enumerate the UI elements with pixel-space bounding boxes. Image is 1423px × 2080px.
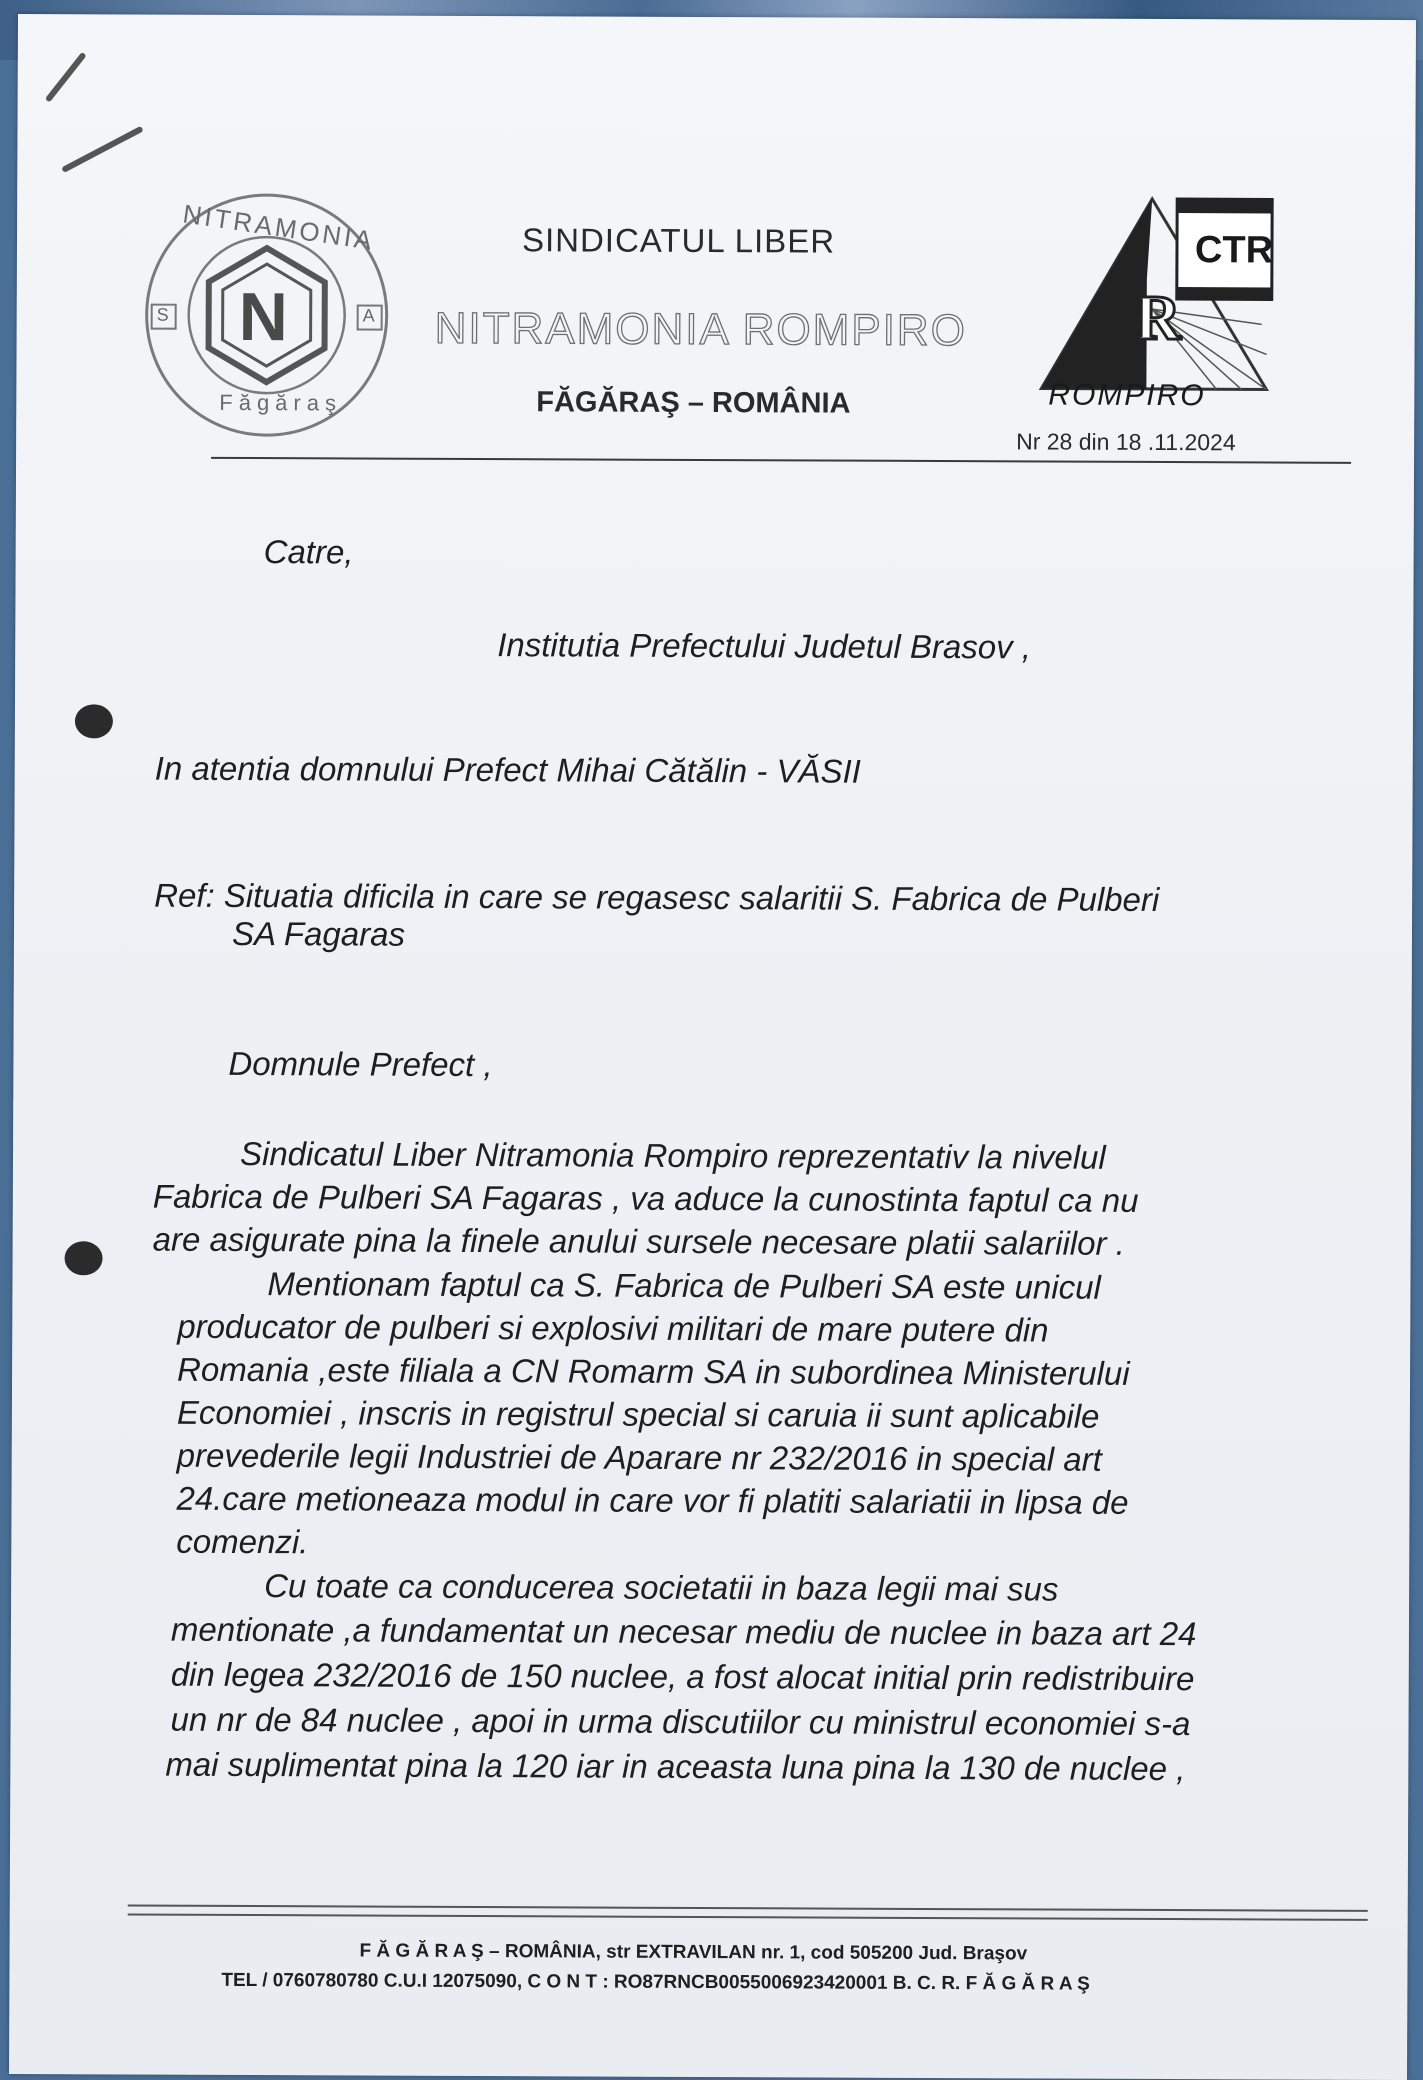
seal-right-letter: A: [362, 305, 375, 326]
salutation-to: Catre,: [263, 533, 354, 571]
rompiro-logo: [1026, 188, 1297, 419]
paragraph-line: are asigurate pina la finele anului sursele necesare platii salariilor .: [152, 1220, 1125, 1262]
staple-mark: [45, 52, 87, 103]
greeting: Domnule Prefect ,: [228, 1044, 493, 1084]
paragraph-line: 24.care metioneaza modul in care vor fi platiti salariatii in lipsa de: [176, 1479, 1129, 1521]
location-title: FĂGĂRAŞ – ROMÂNIA: [536, 386, 851, 420]
punch-hole: [75, 704, 113, 738]
paragraph-line: mai suplimentat pina la 120 iar in aceasta luna pina la 130 de nuclee ,: [165, 1745, 1186, 1788]
seal-text-bottom: Făgăraş: [219, 389, 343, 416]
seal-text-top: NITRAMONIA: [180, 198, 377, 256]
staple-mark: [61, 126, 143, 173]
header-divider: [211, 457, 1351, 464]
paragraph-line: Cu toate ca conducerea societatii in baza legii mai sus: [264, 1567, 1059, 1608]
paragraph-line: din legea 232/2016 de 150 nuclee, a fost alocat initial prin redistribuire: [170, 1655, 1195, 1698]
seal-center-letter: N: [238, 278, 288, 356]
punch-hole: [64, 1241, 102, 1275]
footer-address: F Ă G Ă R A Ş – ROMÂNIA, str EXTRAVILAN nr. 1, cod 505200 Jud. Braşov: [359, 1940, 1028, 1965]
paragraph-line: Mentionam faptul ca S. Fabrica de Pulberi SA este unicul: [267, 1265, 1101, 1306]
paragraph-line: comenzi.: [176, 1522, 309, 1561]
seal-left-letter: S: [156, 304, 169, 325]
footer-divider: [128, 1904, 1368, 1920]
paragraph-line: Sindicatul Liber Nitramonia Rompiro reprezentativ la nivelul: [239, 1134, 1106, 1176]
reference-line1: Ref: Situatia dificila in care se regasesc salaritii S. Fabrica de Pulberi: [154, 876, 1160, 918]
union-name-line2: NITRAMONIA ROMPIRO: [434, 303, 967, 356]
paragraph-line: prevederile legii Industriei de Aparare nr 232/2016 in special art: [176, 1436, 1102, 1478]
paragraph-line: mentionate ,a fundamentat un necesar mediu de nuclee in baza art 24: [170, 1610, 1197, 1653]
paragraph-line: Fabrica de Pulberi SA Fagaras , va aduce la cunostinta faptul ca nu: [152, 1177, 1139, 1219]
paragraph-line: Economiei , inscris in registrul special si caruia ii sunt aplicabile: [176, 1393, 1100, 1435]
letter-page: [9, 14, 1416, 2080]
attention-line: In atentia domnului Prefect Mihai Cătălin - VĂSII: [154, 749, 861, 790]
union-seal: [141, 190, 392, 441]
recipient: Institutia Prefectului Judetul Brasov ,: [497, 626, 1032, 666]
union-name-line1: SINDICATUL LIBER: [521, 221, 836, 260]
logo-ctr-text: CTR: [1194, 229, 1274, 272]
reference-line2: SA Fagaras: [231, 914, 406, 953]
footer-contact: TEL / 0760780780 C.U.I 12075090, C O N T : RO87RNCB0055006923420001 B. C. R. F Ă G Ă R A Ş: [221, 1969, 1090, 1995]
reference-number: Nr 28 din 18 .11.2024: [1016, 428, 1236, 456]
paragraph-line: Romania ,este filiala a CN Romarm SA in subordinea Ministerului: [177, 1350, 1130, 1392]
logo-rompiro-text: ROMPIRO: [1048, 378, 1206, 413]
paragraph-line: producator de pulberi si explosivi militari de mare putere din: [177, 1307, 1049, 1349]
svg-text:R: R: [1134, 281, 1182, 354]
paragraph-line: un nr de 84 nuclee , apoi in urma discutiilor cu ministrul economiei s-a: [170, 1700, 1191, 1743]
